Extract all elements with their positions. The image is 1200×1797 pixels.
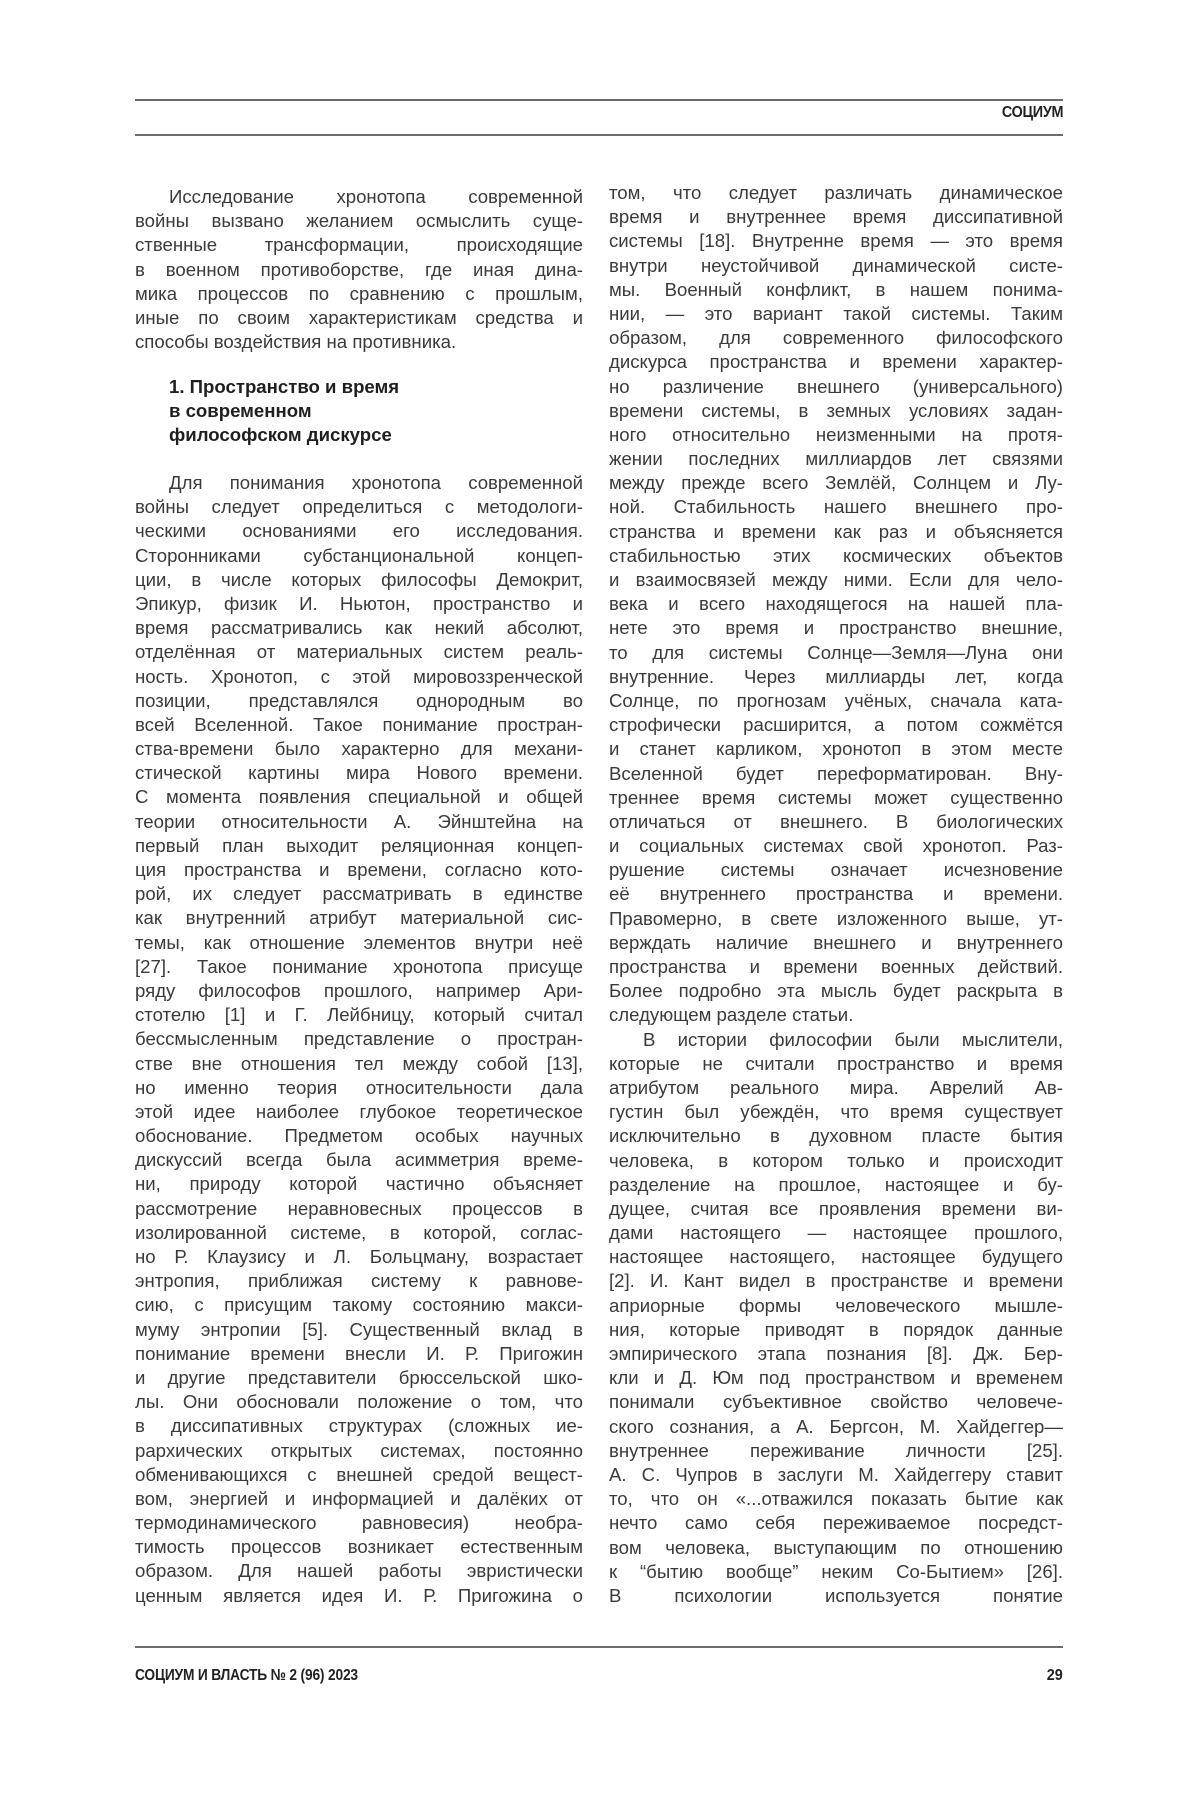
text-line: ского сознания, а А. Бергсон, М. Хайдеггер— xyxy=(609,1415,1063,1439)
text-line: то для системы Солнце—Земля—Луна они xyxy=(609,641,1063,665)
text-line: ценным является идея И. Р. Пригожина о xyxy=(135,1584,583,1608)
text-line: мы. Военный конфликт, в нашем понима- xyxy=(609,278,1063,302)
text-line: то, что он «...отважился показать бытие как xyxy=(609,1487,1063,1511)
text-line: дущее, считая все проявления времени ви- xyxy=(609,1197,1063,1221)
text-line: муму энтропии [5]. Существенный вклад в xyxy=(135,1318,583,1342)
text-line: ной. Стабильность нашего внешнего про- xyxy=(609,495,1063,519)
section-heading xyxy=(135,375,617,448)
text-line: её внутреннего пространства и времени. xyxy=(609,882,1063,906)
text-line: вом, энергией и информацией и далёких от xyxy=(135,1487,583,1511)
text-line: и станет карликом, хронотоп в этом месте xyxy=(609,737,1063,761)
text-line: априорные формы человеческого мышле- xyxy=(609,1294,1063,1318)
text-line: теории относительности А. Эйнштейна на xyxy=(135,810,583,834)
text-line: треннее время системы может существенно xyxy=(609,786,1063,810)
text-line: бессмысленным представление о простран- xyxy=(135,1027,583,1051)
left-intro-paragraph xyxy=(135,185,583,354)
text-line: нечто само себя переживаемое посредст- xyxy=(609,1511,1063,1535)
text-line: Солнце, по прогнозам учёных, сначала ката- xyxy=(609,689,1063,713)
text-line: время рассматривались как некий абсолют, xyxy=(135,616,583,640)
text-line: густин был убеждён, что время существует xyxy=(609,1100,1063,1124)
text-line: сию, с присущим такому состоянию макси- xyxy=(135,1293,583,1317)
text-line: [2]. И. Кант видел в пространстве и времени xyxy=(609,1269,1063,1293)
header-rule-top xyxy=(135,99,1063,101)
text-line: С момента появления специальной и общей xyxy=(135,785,583,809)
text-line: стотелю [1] и Г. Лейбницу, который считал xyxy=(135,1003,583,1027)
text-line: мика процессов по сравнению с прошлым, xyxy=(135,282,583,306)
right-column xyxy=(609,181,1063,1608)
text-line: ственные трансформации, происходящие xyxy=(135,233,583,257)
text-line: позиции, представлялся однородным во xyxy=(135,689,583,713)
text-line: понимание времени внесли И. Р. Пригожин xyxy=(135,1342,583,1366)
text-line: Исследование хронотопа современной xyxy=(135,185,583,209)
text-line: ческими основаниями его исследования. xyxy=(135,519,583,543)
text-line: этой идее наиболее глубокое теоретическое xyxy=(135,1100,583,1124)
text-line: образом, для современного философского xyxy=(609,326,1063,350)
text-line: вом человека, выступающим по отношению xyxy=(609,1536,1063,1560)
text-line: Более подробно эта мысль будет раскрыта в xyxy=(609,979,1063,1003)
text-line: отделённая от материальных систем реаль- xyxy=(135,640,583,664)
text-line: стической картины мира Нового времени. xyxy=(135,761,583,785)
text-line: ни, природу которой частично объясняет xyxy=(135,1172,583,1196)
text-line: В психологии используется понятие xyxy=(609,1584,1063,1608)
text-line: ного относительно неизменными на протя- xyxy=(609,423,1063,447)
text-line: но различение внешнего (универсального) xyxy=(609,375,1063,399)
text-line: обменивающихся с внешней средой вещест- xyxy=(135,1463,583,1487)
text-line: Сторонниками субстанциональной концеп- xyxy=(135,544,583,568)
text-line: следующем разделе статьи. xyxy=(609,1003,1063,1027)
text-line: исключительно в духовном пласте бытия xyxy=(609,1124,1063,1148)
text-line: между прежде всего Землёй, Солнцем и Лу- xyxy=(609,471,1063,495)
text-line: рой, их следует рассматривать в единстве xyxy=(135,882,583,906)
text-line: иные по своим характеристикам средства и xyxy=(135,306,583,330)
text-line: понимали субъективное свойство человече- xyxy=(609,1390,1063,1414)
right-paragraph-2 xyxy=(609,1028,1063,1609)
text-line: и социальных системах свой хронотоп. Раз- xyxy=(609,834,1063,858)
text-line: 1. Пространство и время xyxy=(169,375,617,399)
text-line: внутри неустойчивой динамической систе- xyxy=(609,254,1063,278)
text-line: рушение системы означает исчезновение xyxy=(609,858,1063,882)
text-line: кли и Д. Юм под пространством и временем xyxy=(609,1366,1063,1390)
text-line: изолированной системе, в которой, соглас- xyxy=(135,1221,583,1245)
text-line: энтропия, приближая систему к равнове- xyxy=(135,1269,583,1293)
text-line: философском дискурсе xyxy=(169,423,617,447)
text-line: в современном xyxy=(169,399,617,423)
text-line: человека, в котором только и происходит xyxy=(609,1149,1063,1173)
text-line: настоящее настоящего, настоящее будущего xyxy=(609,1245,1063,1269)
text-line: ность. Хронотоп, с этой мировоззренческой xyxy=(135,665,583,689)
text-line: дами настоящего — настоящее прошлого, xyxy=(609,1221,1063,1245)
footer-rule xyxy=(135,1646,1063,1648)
text-line: ция пространства и времени, согласно кото- xyxy=(135,858,583,882)
text-line: время и внутреннее время диссипативной xyxy=(609,205,1063,229)
text-line: способы воздействия на противника. xyxy=(135,330,583,354)
text-line: том, что следует различать динамическое xyxy=(609,181,1063,205)
text-line: в военном противоборстве, где иная дина- xyxy=(135,258,583,282)
running-head: СОЦИУМ xyxy=(1002,104,1063,122)
text-line: стве вне отношения тел между собой [13], xyxy=(135,1052,583,1076)
text-line: войны вызвано желанием осмыслить суще- xyxy=(135,209,583,233)
text-line: темы, как отношение элементов внутри неё xyxy=(135,931,583,955)
text-line: времени системы, в земных условиях задан- xyxy=(609,399,1063,423)
header-rule-bottom xyxy=(135,134,1063,136)
text-line: первый план выходит реляционная концеп- xyxy=(135,834,583,858)
text-line: тимость процессов возникает естественным xyxy=(135,1535,583,1559)
text-line: которые не считали пространство и время xyxy=(609,1052,1063,1076)
text-line: атрибутом реального мира. Аврелий Ав- xyxy=(609,1076,1063,1100)
text-line: отличаться от внешнего. В биологических xyxy=(609,810,1063,834)
text-line: разделение на прошлое, настоящее и бу- xyxy=(609,1173,1063,1197)
text-line: образом. Для нашей работы эвристически xyxy=(135,1559,583,1583)
text-line: стабильностью этих космических объектов xyxy=(609,544,1063,568)
text-line: пространства и времени военных действий. xyxy=(609,955,1063,979)
text-line: и другие представители брюссельской шко- xyxy=(135,1366,583,1390)
text-line: жении последних миллиардов лет связями xyxy=(609,447,1063,471)
text-line: ства-времени было характерно для механи- xyxy=(135,737,583,761)
text-line: верждать наличие внешнего и внутреннего xyxy=(609,931,1063,955)
text-line: ния, которые приводят в порядок данные xyxy=(609,1318,1063,1342)
text-line: обоснование. Предметом особых научных xyxy=(135,1124,583,1148)
text-line: системы [18]. Внутренне время — это время xyxy=(609,229,1063,253)
text-line: внутренние. Через миллиарды лет, когда xyxy=(609,665,1063,689)
text-line: как внутренний атрибут материальной сис- xyxy=(135,906,583,930)
left-body-paragraph xyxy=(135,471,583,1608)
text-line: дискуссий всегда была асимметрия време- xyxy=(135,1148,583,1172)
page-number: 29 xyxy=(1047,1667,1063,1685)
text-line: строфически расширится, а потом сожмётся xyxy=(609,713,1063,737)
text-line: и взаимосвязей между ними. Если для чело- xyxy=(609,568,1063,592)
text-line: внутреннее переживание личности [25]. xyxy=(609,1439,1063,1463)
text-line: но именно теория относительности дала xyxy=(135,1076,583,1100)
text-line: Эпикур, физик И. Ньютон, пространство и xyxy=(135,592,583,616)
text-line: но Р. Клаузису и Л. Больцману, возрастает xyxy=(135,1245,583,1269)
text-line: дискурса пространства и времени характер- xyxy=(609,350,1063,374)
text-line: к “бытию вообще” неким Со-Бытием» [26]. xyxy=(609,1560,1063,1584)
text-line: в диссипативных структурах (сложных ие- xyxy=(135,1414,583,1438)
text-line: ряду философов прошлого, например Ари- xyxy=(135,979,583,1003)
text-line: рассмотрение неравновесных процессов в xyxy=(135,1197,583,1221)
text-line: Вселенной будет переформатирован. Вну- xyxy=(609,762,1063,786)
journal-issue-title: СОЦИУМ И ВЛАСТЬ № 2 (96) 2023 xyxy=(135,1667,358,1685)
text-line: Правомерно, в свете изложенного выше, ут- xyxy=(609,907,1063,931)
text-line: войны следует определиться с методологи- xyxy=(135,495,583,519)
text-line: всей Вселенной. Такое понимание простран- xyxy=(135,713,583,737)
text-line: Для понимания хронотопа современной xyxy=(135,471,583,495)
text-line: нии, — это вариант такой системы. Таким xyxy=(609,302,1063,326)
text-line: странства и времени как раз и объясняется xyxy=(609,520,1063,544)
text-line: А. С. Чупров в заслуги М. Хайдеггеру ставит xyxy=(609,1463,1063,1487)
text-line: [27]. Такое понимание хронотопа присуще xyxy=(135,955,583,979)
text-line: В истории философии были мыслители, xyxy=(609,1028,1063,1052)
text-line: рархических открытых системах, постоянно xyxy=(135,1439,583,1463)
text-line: века и всего находящегося на нашей пла- xyxy=(609,592,1063,616)
right-paragraph-1 xyxy=(609,181,1063,1028)
text-line: нете это время и пространство внешние, xyxy=(609,616,1063,640)
text-line: термодинамического равновесия) необра- xyxy=(135,1511,583,1535)
text-line: эмпирического этапа познания [8]. Дж. Бер- xyxy=(609,1342,1063,1366)
text-line: ции, в числе которых философы Демокрит, xyxy=(135,568,583,592)
text-line: лы. Они обосновали положение о том, что xyxy=(135,1390,583,1414)
